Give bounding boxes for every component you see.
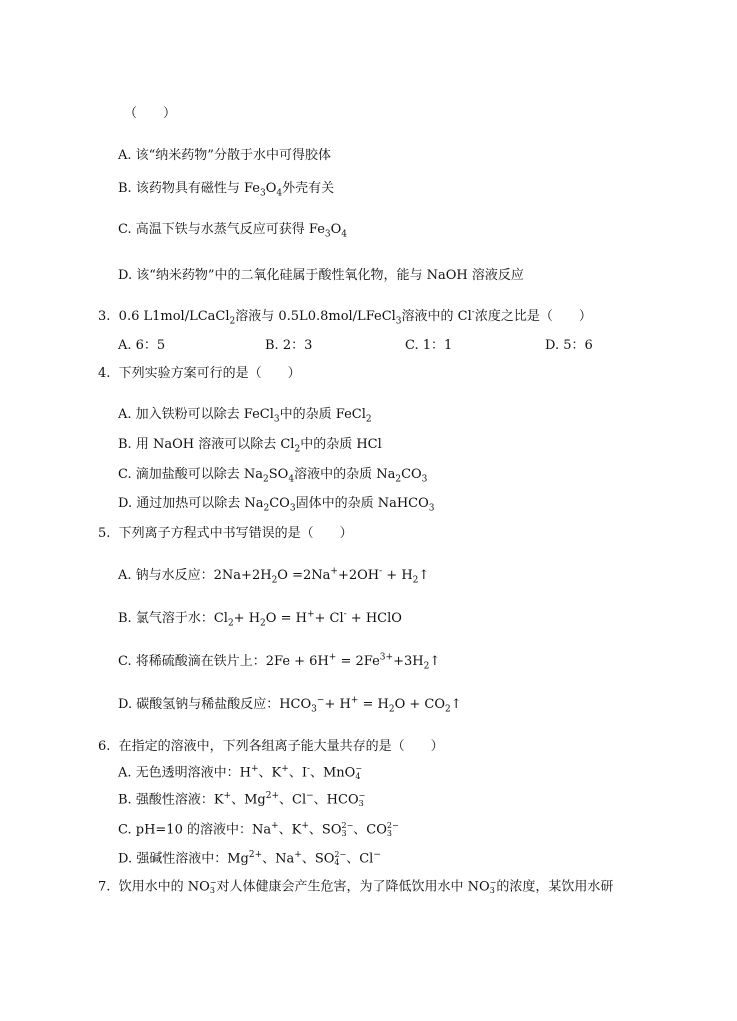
q5-option-c: C. 将稀硫酸滴在铁片上：$2Fe + 6H^+ = 2Fe^{3+}+3H_2↑$	[118, 652, 441, 672]
q6-option-b: B. 强酸性溶液：K+、$Mg^{2+}$、Cl−、HCO − 3	[118, 791, 366, 808]
up-arrow-icon: ↑	[418, 568, 430, 583]
up-arrow-icon: ↑	[450, 697, 462, 712]
q3-option-b: B. 2：3	[265, 338, 313, 353]
q6-option-a: A. 无色透明溶液中：H+、K+、I-、MnO − 4	[118, 764, 363, 781]
q2-option-d: D. 该“纳米药物”中的二氧化硅属于酸性氧化物，能与 NaOH 溶液反应	[118, 268, 524, 283]
q6-stem: 6. 在指定的溶液中，下列各组离子能大量共存的是（ ）	[98, 739, 444, 754]
q5-stem: 5. 下列离子方程式中书写错误的是（ ）	[98, 526, 353, 541]
q4-option-d: D. 通过加热可以除去 $Na_2CO_3$固体中的杂质 NaHCO$_3$	[118, 496, 435, 514]
q2-answer-paren: （ ）	[124, 106, 177, 121]
q3-option-a: A. 6：5	[118, 338, 166, 353]
q4-option-a: A. 加入铁粉可以除去 FeCl$_3$中的杂质 FeCl$_2$	[118, 407, 372, 425]
q3-option-d: D. 5：6	[545, 338, 593, 353]
up-arrow-icon: ↑	[429, 654, 441, 669]
q3-option-c: C. 1：1	[405, 338, 453, 353]
q4-stem: 4. 下列实验方案可行的是（ ）	[98, 366, 301, 381]
q2-option-c: C. 高温下铁与水蒸气反应可获得 $Fe_3O_4$	[118, 222, 348, 240]
q2-option-a: A. 该“纳米药物”分散于水中可得胶体	[118, 148, 331, 163]
q4-option-c: C. 滴加盐酸可以除去 $Na_2SO_4$溶液中的杂质 $Na_2CO_3$	[118, 467, 428, 485]
q6-option-d: D. 强碱性溶液中：$Mg^{2+}$、Na+、SO 2− 4 、Cl−	[118, 850, 381, 867]
q2-option-b: B. 该药物具有磁性与 $Fe_3O_4$外壳有关	[118, 181, 335, 199]
q5-option-d: D. 碳酸氢钠与稀盐酸反应：$HCO_3^-+ H^+ = H_2O$ + $CO_2↑$	[118, 695, 462, 715]
q6-option-c: C. pH=10 的溶液中：Na+、K+、SO 2− 3 、CO 2− 3	[118, 821, 399, 838]
q7-stem: 7. 饮用水中的 NO − 3 对人体健康会产生危害，为了降低饮用水中 NO − 3 的浓度，某饮用水研	[98, 878, 614, 895]
q5-option-b: B. 氯气溶于水：$Cl_2+ H_2O = H^++ Cl^-$ + HClO	[118, 609, 402, 629]
q3-stem: 3. 0.6 L1mol/LCaCl$_2$溶液与 0.5L0.8mol/LFeCl$_3$溶液中的 Cl-浓度之比是（ ）	[98, 307, 592, 327]
q5-option-a: A. 钠与水反应：$2Na+2H_2O =2Na^++2OH^-$ + $H_2↑$	[118, 566, 430, 586]
q4-option-b: B. 用 NaOH 溶液可以除去 $Cl_2$中的杂质 HCl	[118, 437, 382, 455]
